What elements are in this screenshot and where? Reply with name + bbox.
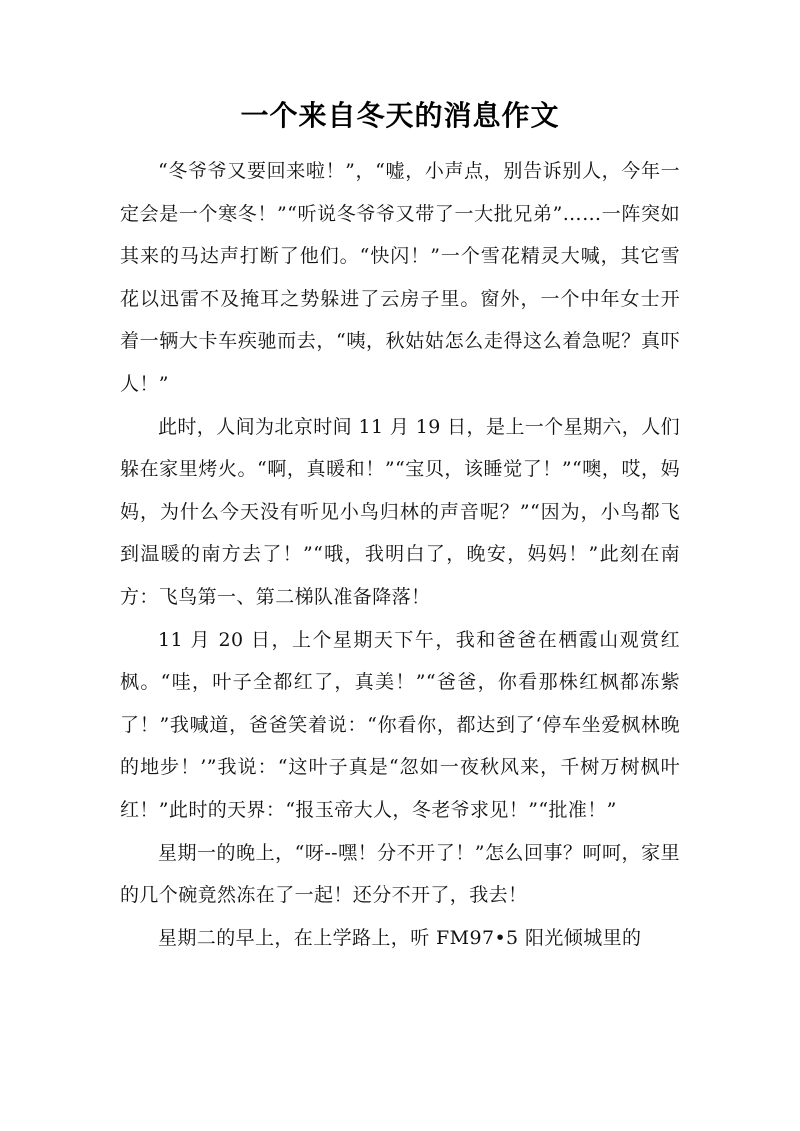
paragraph-2: 此时，人间为北京时间 11 月 19 日，是上一个星期六，人们躲在家里烤火。“啊，真暖和！”“宝贝，该睡觉了！”“噢，哎，妈妈，为什么今天没有听见小鸟归林的声音呢？”“因为，小鸟都飞到温暖的南方去了！”“哦，我明白了，晚安，妈妈！”此刻在南方：飞鸟第一、第二梯队准备降落！ — [120, 415, 680, 608]
document-title: 一个来自冬天的消息作文 — [240, 99, 560, 132]
paragraph-5: 星期二的早上，在上学路上，听 FM97•5 阳光倾城里的 — [158, 926, 642, 949]
document-body — [120, 150, 680, 959]
paragraph-4: 星期一的晚上，“呀--嘿！分不开了！”怎么回事？呵呵，家里的几个碗竟然冻在了一起！还分不开了，我去！ — [120, 841, 680, 907]
paragraph-3: 11 月 20 日，上个星期天下午，我和爸爸在栖霞山观赏红枫。“哇，叶子全都红了，真美！”“爸爸，你看那株红枫都冻紫了！”我喊道，爸爸笑着说：“你看你，都达到了‘停车坐爱枫林晚的地步！’”我说：“这叶子真是“忽如一夜秋风来，千树万树枫叶红！”此时的天界：“报玉帝大人，冬老爷求见！”“批准！” — [120, 628, 680, 821]
paragraph-1: “冬爷爷又要回来啦！”，“嘘，小声点，别告诉别人，今年一定会是一个寒冬！”“听说冬爷爷又带了一大批兄弟”……一阵突如其来的马达声打断了他们。“快闪！”一个雪花精灵大喊，其它雪花以迅雷不及掩耳之势躲进了云房子里。窗外，一个中年女士开着一辆大卡车疾驰而去，“咦，秋姑姑怎么走得这么着急呢？真吓人！” — [120, 160, 680, 395]
